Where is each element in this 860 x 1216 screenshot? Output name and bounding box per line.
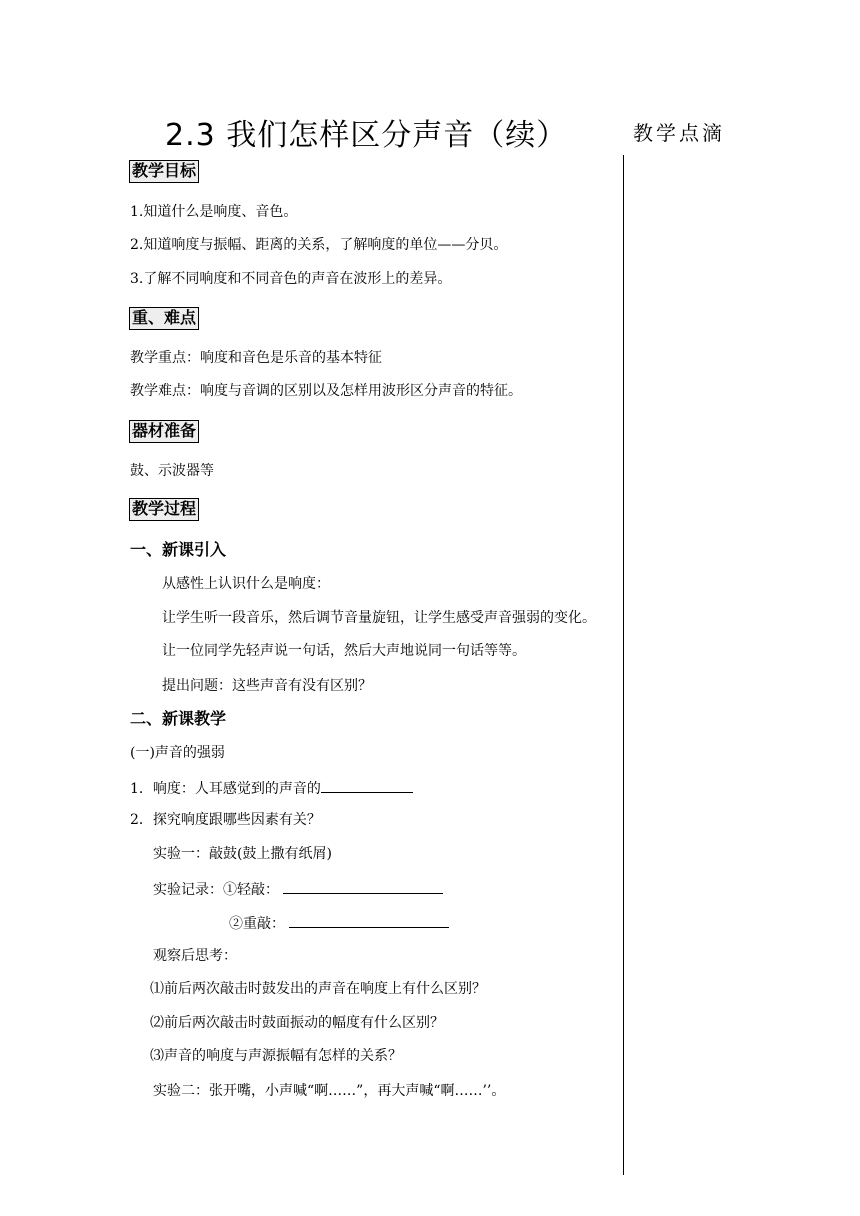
intro-line: 从感性上认识什么是响度：: [162, 576, 330, 592]
item-explore: 2．探究响度跟哪些因素有关？: [130, 812, 321, 828]
intro-line: 让学生听一段音乐，然后调节音量旋钮，让学生感受声音强弱的变化。: [162, 610, 596, 626]
item-loudness-text: 1．响度：人耳感觉到的声音的: [130, 781, 321, 797]
materials-heading: 器材准备: [129, 420, 199, 443]
side-column-title: 教学点滴: [633, 121, 725, 145]
record-heavy-label: ②重敲：: [229, 916, 285, 932]
page-title: 2.3 我们怎样区分声音（续）: [165, 118, 568, 153]
item-loudness: [130, 778, 413, 798]
fill-blank: [289, 913, 449, 928]
experiment-one: 实验一：敲鼓(鼓上撒有纸屑): [153, 846, 332, 862]
objective-item: 3.了解不同响度和不同音色的声音在波形上的差异。: [130, 271, 452, 287]
subsection-heading: (一)声音的强弱: [130, 745, 225, 761]
experiment-two: 实验二：张开嘴，小声喊“啊……”，再大声喊“啊……’’。: [153, 1083, 506, 1099]
question-item: ⑶声音的响度与声源振幅有怎样的关系？: [150, 1048, 402, 1064]
objective-item: 2.知道响度与振幅、距离的关系，了解响度的单位——分贝。: [130, 237, 508, 253]
question-item: ⑵前后两次敲击时鼓面振动的幅度有什么区别？: [150, 1015, 444, 1031]
observe-text: 观察后思考：: [153, 948, 237, 964]
new-lesson-heading: 二、新课教学: [130, 709, 227, 728]
record-heavy: [229, 913, 449, 933]
column-divider: [623, 155, 624, 1175]
intro-line: 提出问题：这些声音有没有区别？: [162, 678, 372, 694]
intro-line: 让一位同学先轻声说一句话，然后大声地说同一句话等等。: [162, 643, 526, 659]
fill-blank: [283, 879, 443, 894]
objectives-heading: 教学目标: [129, 160, 199, 183]
record-light: [153, 879, 443, 899]
process-heading: 教学过程: [129, 498, 199, 521]
key-points-heading: 重、难点: [129, 307, 199, 330]
materials-text: 鼓、示波器等: [130, 463, 214, 479]
teaching-focus: 教学重点：响度和音色是乐音的基本特征: [130, 350, 382, 366]
intro-heading: 一、新课引入: [130, 540, 227, 559]
question-item: ⑴前后两次敲击时鼓发出的声音在响度上有什么区别？: [150, 981, 486, 997]
teaching-difficulty: 教学难点：响度与音调的区别以及怎样用波形区分声音的特征。: [130, 383, 522, 399]
objective-item: 1.知道什么是响度、音色。: [130, 204, 298, 220]
record-light-label: 实验记录：①轻敲：: [153, 882, 279, 898]
fill-blank: [321, 778, 413, 793]
